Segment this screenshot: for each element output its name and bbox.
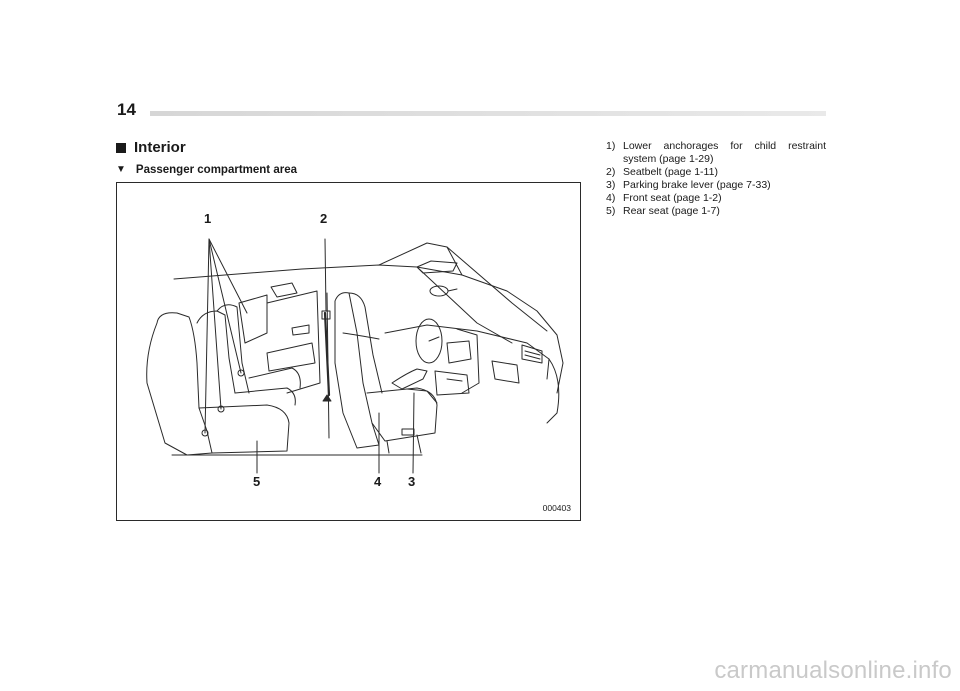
legend-text: Lower anchorages for child restraint system (page 1-29) <box>623 140 826 165</box>
list-item <box>606 205 826 218</box>
callout-5: 5 <box>253 474 261 489</box>
figure-code: 000403 <box>542 503 571 513</box>
list-item <box>606 179 826 192</box>
legend-text: Seatbelt (page 1-11) <box>623 166 718 178</box>
section-heading <box>116 139 186 156</box>
legend-number: 1) <box>606 140 616 152</box>
triangle-bullet-icon: ▼ <box>116 164 126 175</box>
legend-number: 3) <box>606 179 616 191</box>
callout-2: 2 <box>320 211 328 226</box>
legend-list <box>606 140 826 218</box>
watermark: carmanualsonline.info <box>714 657 952 684</box>
legend-number: 2) <box>606 166 616 178</box>
header-rule <box>150 111 826 116</box>
interior-illustration <box>116 182 581 521</box>
legend-text: Rear seat (page 1-7) <box>623 205 720 217</box>
legend-text: Parking brake lever (page 7-33) <box>623 179 771 191</box>
car-interior-drawing <box>117 183 580 520</box>
callout-3: 3 <box>408 474 416 489</box>
list-item <box>606 192 826 205</box>
sub-heading <box>116 164 297 176</box>
list-item <box>606 166 826 179</box>
list-item <box>606 140 826 166</box>
callout-1: 1 <box>204 211 212 226</box>
legend-number: 5) <box>606 205 616 217</box>
legend-text: Front seat (page 1-2) <box>623 192 722 204</box>
subsection-title: Passenger compartment area <box>135 164 297 176</box>
legend-number: 4) <box>606 192 616 204</box>
page-number: 14 <box>117 100 136 119</box>
section-title: Interior <box>134 139 186 156</box>
square-bullet-icon <box>116 143 126 153</box>
callout-4: 4 <box>374 474 382 489</box>
